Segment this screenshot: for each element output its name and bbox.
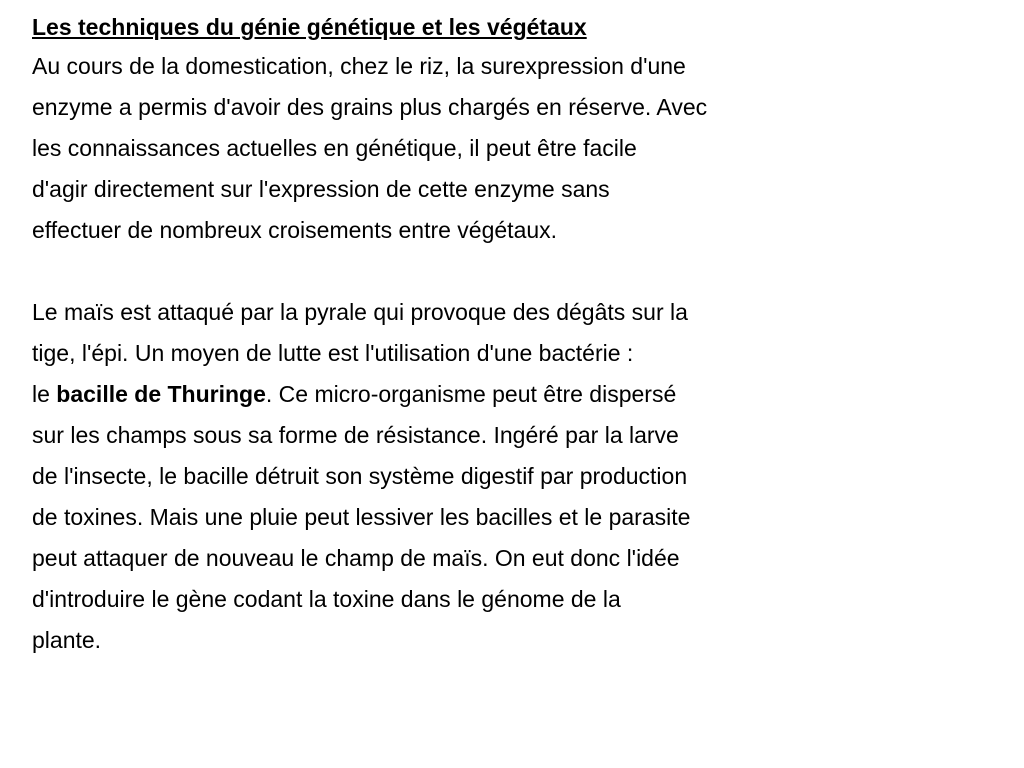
text-line: d'agir directement sur l'expression de cette enzyme sans <box>32 176 610 202</box>
text-line: effectuer de nombreux croisements entre végétaux. <box>32 217 558 243</box>
text-line-with-bold <box>32 374 992 415</box>
text-line: de toxines. Mais une pluie peut lessiver les bacilles et le parasite <box>32 504 691 530</box>
text-line: sur les champs sous sa forme de résistance. Ingéré par la larve <box>32 422 679 448</box>
text-line: enzyme a permis d'avoir des grains plus chargés en réserve. Avec <box>32 94 708 120</box>
text-line: plante. <box>32 627 102 653</box>
text-fragment: le <box>32 381 57 407</box>
text-line: d'introduire le gène codant la toxine dans le génome de la <box>32 586 621 612</box>
text-line: peut attaquer de nouveau le champ de maïs. On eut donc l'idée <box>32 545 680 571</box>
text-line: Au cours de la domestication, chez le riz, la surexpression d'une <box>32 53 686 79</box>
slide-title: Les techniques du génie génétique et les végétaux <box>32 14 587 40</box>
text-line: tige, l'épi. Un moyen de lutte est l'utilisation d'une bactérie : <box>32 340 634 366</box>
text-line: de l'insecte, le bacille détruit son système digestif par production <box>32 463 688 489</box>
text-line: les connaissances actuelles en génétique, il peut être facile <box>32 135 637 161</box>
text-line: Le maïs est attaqué par la pyrale qui provoque des dégâts sur la <box>32 299 688 325</box>
text-fragment: . Ce micro-organisme peut être dispersé <box>265 381 677 407</box>
slide-content <box>32 8 992 661</box>
paragraph-spacer <box>32 251 992 292</box>
bold-term-bacillus: bacille de Thuringe <box>56 381 266 407</box>
paragraph-corn <box>32 292 992 661</box>
paragraph-rice <box>32 46 992 251</box>
